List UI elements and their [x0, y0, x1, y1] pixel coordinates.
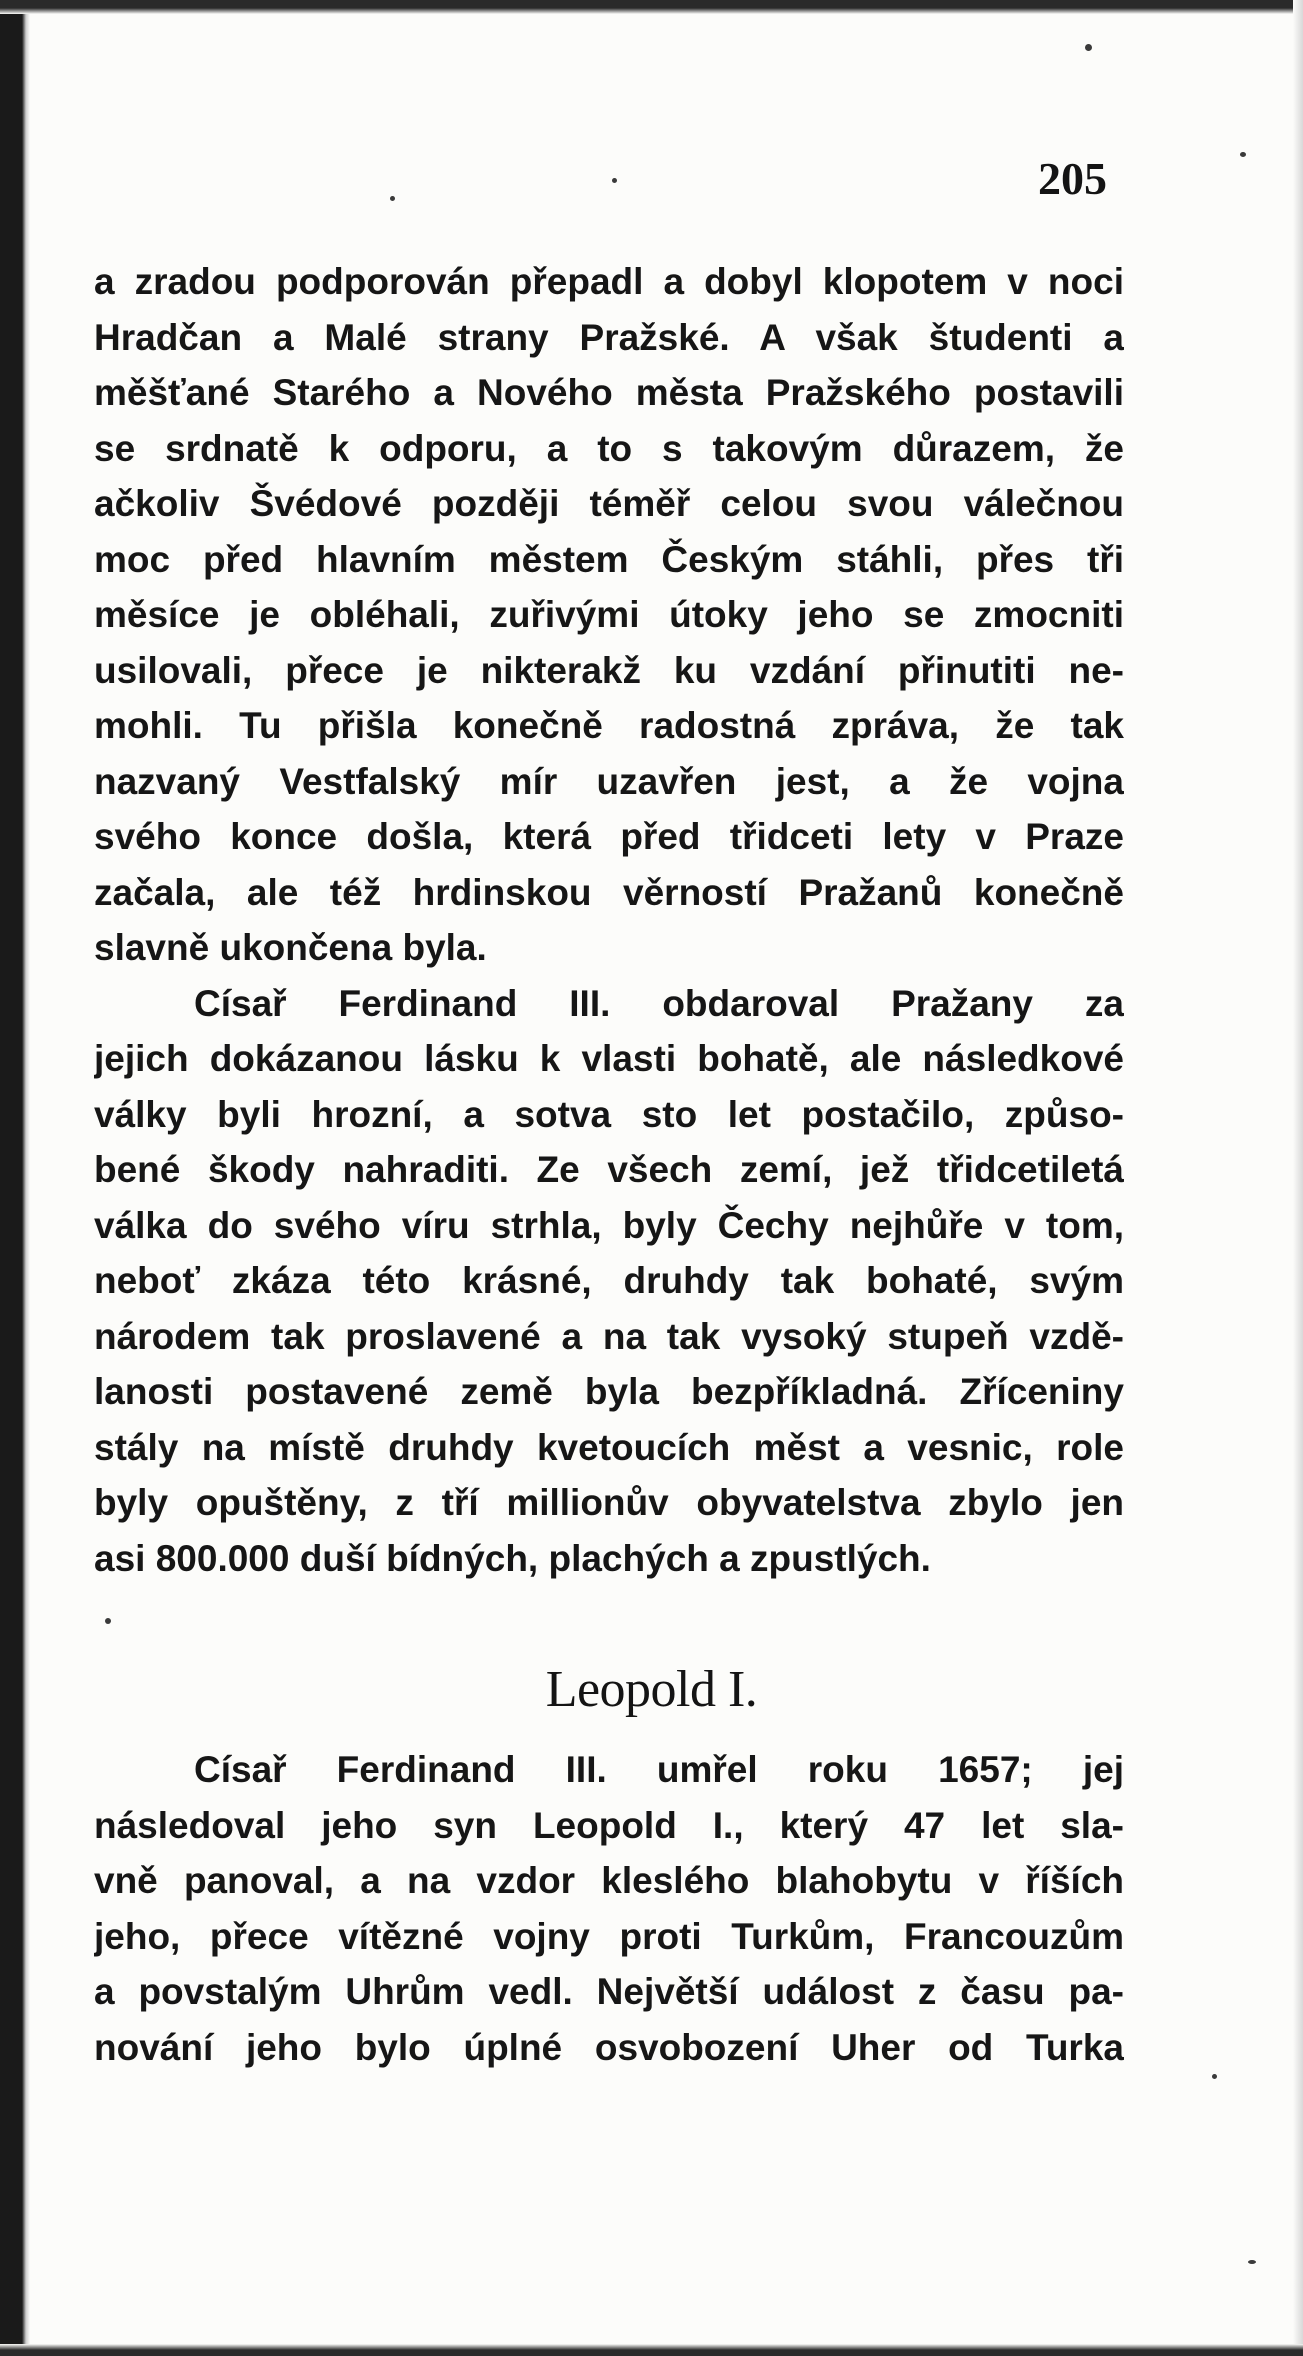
- text-line: nování jeho bylo úplné osvobození Uher od Turka: [94, 2026, 1124, 2068]
- text-line: Císař Ferdinand III. umřel roku 1657; jej: [194, 1749, 1124, 1790]
- scan-edge-right: [1293, 0, 1303, 2356]
- text-line: války byli hrozní, a sotva sto let postačilo, způso-: [94, 1093, 1124, 1135]
- text-line: měšťané Starého a Nového města Pražského postavili: [94, 372, 1124, 413]
- text-line: následoval jeho syn Leopold I., který 47 let sla-: [94, 1804, 1124, 1846]
- text-line: měsíce je obléhali, zuřivými útoky jeho se zmocniti: [94, 594, 1124, 635]
- text-line: byly opuštěny, z tří millionův obyvatelstva zbylo jen: [94, 1482, 1124, 1523]
- scan-edge-top: [0, 0, 1303, 14]
- text-line: stály na místě druhdy kvetoucích měst a vesnic, role: [94, 1426, 1124, 1468]
- dust-speck: [1248, 2260, 1256, 2264]
- dust-speck: [612, 178, 617, 183]
- text-line: vně panoval, a na vzdor klesléhо blahobytu v říších: [94, 1860, 1124, 1901]
- text-line: svého konce došla, která před třidceti lety v Praze: [94, 816, 1124, 857]
- text-line: mohli. Tu přišla konečně radostná zpráva, že tak: [94, 705, 1124, 746]
- scan-edge-left: [0, 0, 30, 2356]
- text-line: a zradou podporován přepadl a dobyl klopotem v noci: [94, 261, 1124, 302]
- text-line: slavně ukončena byla.: [94, 927, 487, 968]
- scan-edge-bottom: [0, 2344, 1303, 2356]
- text-line: usilovali, přece je nikterakž ku vzdání přinutiti ne-: [94, 649, 1124, 691]
- text-line: bené škody nahraditi. Ze všech zemí, jež třidcetiletá: [94, 1149, 1124, 1190]
- text-line: lanosti postavené země byla bezpříkladná. Zříceniny: [94, 1371, 1124, 1412]
- text-block: [94, 1742, 1124, 2075]
- text-line: moc před hlavním městem Českým stáhli, přes tři: [94, 538, 1124, 580]
- text-line: nazvaný Vestfalský mír uzavřen jest, a že vojna: [94, 760, 1124, 802]
- text-line: jejich dokázanou lásku k vlasti bohatě, ale následkové: [94, 1038, 1124, 1079]
- text-line: Hradčan a Malé strany Pražské. A však študenti a: [94, 316, 1124, 358]
- text-line: národem tak proslavené a na tak vysoký stupeň vzdě-: [94, 1315, 1124, 1357]
- text-line: ačkoliv Švédové později téměř celou svou válečnou: [94, 483, 1124, 524]
- text-line: Císař Ferdinand III. obdaroval Pražany za: [194, 982, 1124, 1024]
- text-line: jeho, přece vítězné vojny proti Turkům, Francouzům: [94, 1915, 1124, 1957]
- text-line: začala, ale též hrdinskou věrností Pražanů konečně: [94, 871, 1124, 913]
- text-block: [94, 254, 1124, 1586]
- dust-speck: [1085, 44, 1092, 51]
- text-line: neboť zkáza této krásné, druhdy tak bohaté, svým: [94, 1260, 1124, 1301]
- dust-speck: [1240, 152, 1246, 157]
- section-heading: Leopold I.: [545, 1661, 758, 1718]
- text-line: válka do svého víru strhla, byly Čechy nejhůře v tom,: [94, 1204, 1124, 1246]
- text-line: asi 800.000 duší bídných, plachých a zpustlých.: [94, 1537, 931, 1579]
- page-number: 205: [1038, 153, 1107, 204]
- dust-speck: [390, 196, 395, 201]
- text-line: a povstalým Uhrům vedl. Největší událost z času pa-: [94, 1971, 1124, 2012]
- dust-speck: [1212, 2074, 1217, 2079]
- text-line: se srdnatě k odporu, a to s takovým důrazem, že: [94, 427, 1124, 469]
- dust-speck: [105, 1618, 111, 1624]
